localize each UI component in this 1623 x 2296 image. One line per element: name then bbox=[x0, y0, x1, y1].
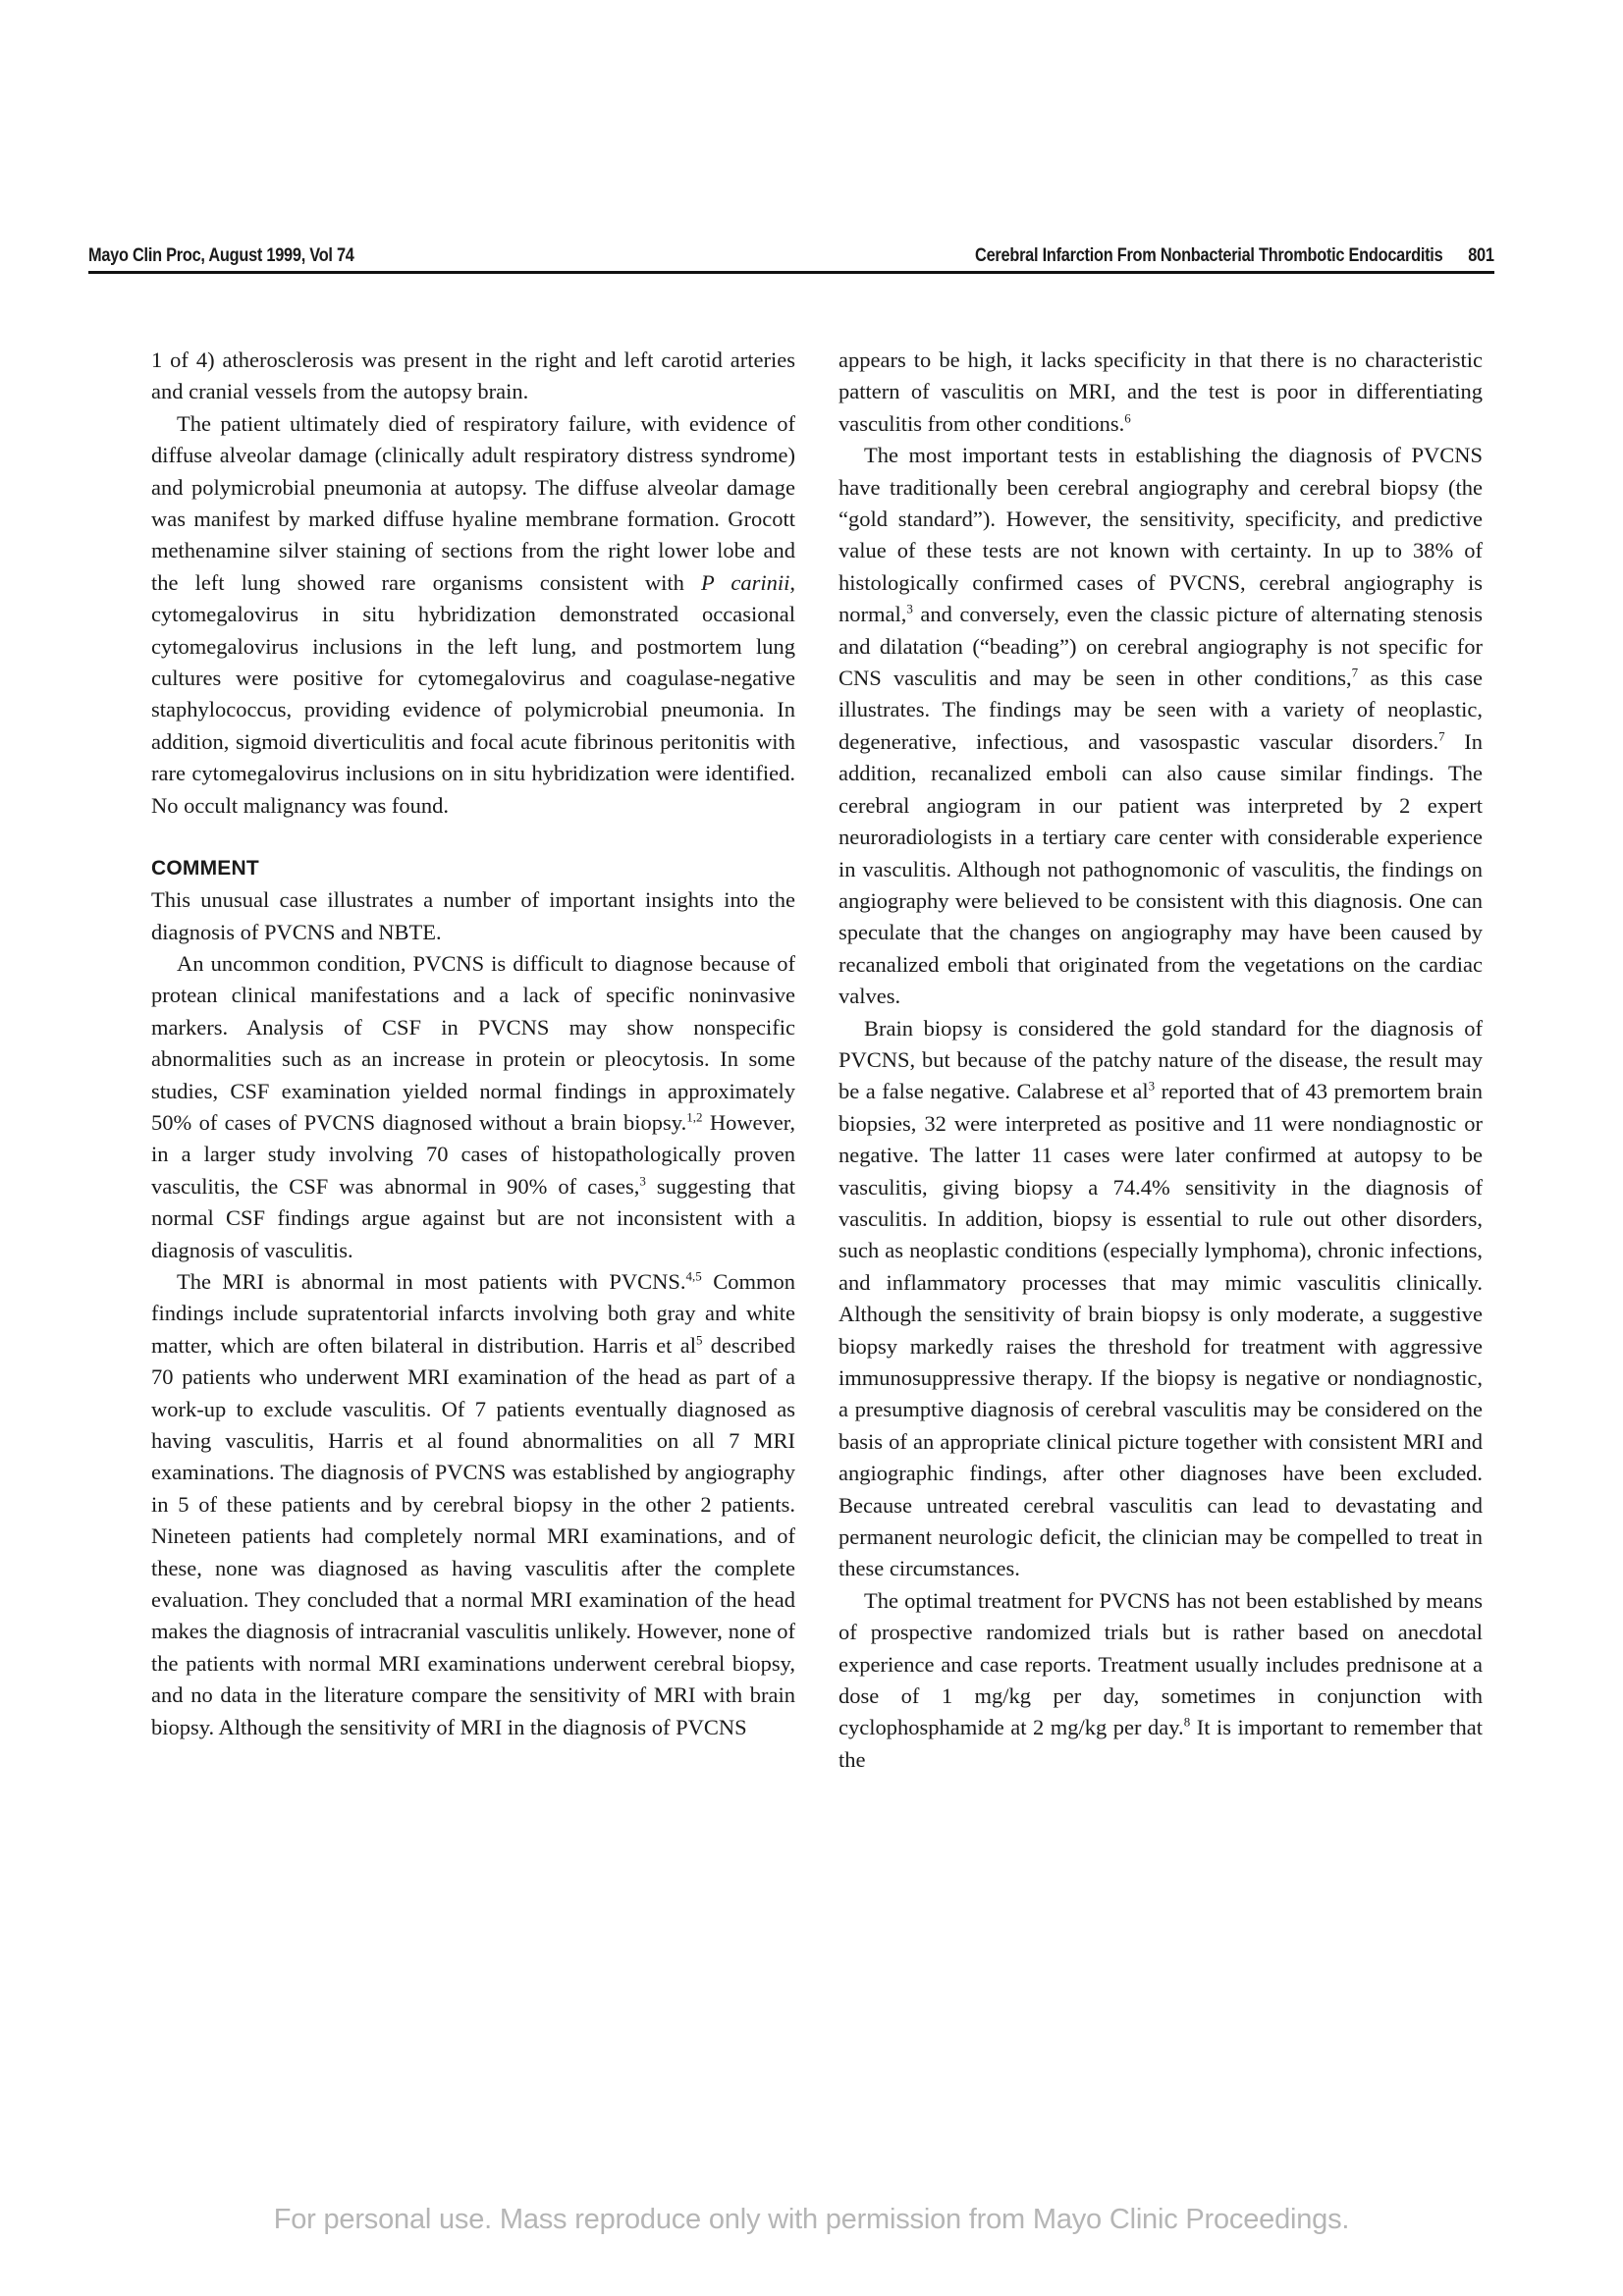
left-column bbox=[151, 345, 795, 1743]
right-column bbox=[839, 345, 1483, 1776]
paragraph-text: 1 of 4) atherosclerosis was present in the right and left carotid arteries and cranial vessels from the autopsy brain. bbox=[151, 347, 795, 404]
paragraph bbox=[151, 345, 795, 408]
paragraph-text: An uncommon condition, PVCNS is difficult to diagnose because of protean clinical manifestations and a lack of specific noninvasive markers. Analysis of CSF in PVCNS may show nonspecific abnormalities such as an increase in protein or pleocytosis. In some studies, CSF examination yielded normal findings in approximately 50% of cases of PVCNS diagnosed without a brain biopsy. bbox=[151, 950, 795, 1135]
paragraph-text: and conversely, even the classic picture of alternating stenosis and dilatation (“beading”) on cerebral angiography is not specific for CNS vasculitis and may be seen in other conditions, bbox=[839, 602, 1483, 691]
journal-citation: Mayo Clin Proc, August 1999, Vol 74 bbox=[88, 245, 354, 266]
paragraph-text: , cytomegalovirus in situ hybridization demonstrated occasional cytomegalovirus inclusions in the left lung, and postmortem lung cultures were positive for cytomegalovirus and coagulase-negative staphylococcus, providing evidence of polymicrobial pneumonia. In addition, sigmoid diverticulitis and focal acute fibrinous peritonitis with rare cytomegalovirus inclusions on in situ hybridization were identified. No occult malignancy was found. bbox=[151, 569, 795, 818]
citation-ref[interactable]: 5 bbox=[695, 1332, 703, 1348]
copyright-notice: For personal use. Mass reproduce only with permission from Mayo Clinic Proceedings. bbox=[273, 2204, 1350, 2235]
paragraph-text: reported that of 43 premortem brain biopsies, 32 were interpreted as positive and 11 were nondiagnostic or negative. The latter 11 cases were later confirmed at autopsy to be vasculitis, giving biopsy a 74.4% sensitivity in the diagnosis of vasculitis. In addition, biopsy is essential to rule out other disorders, such as neoplastic conditions (especially lymphoma), chronic infections, and inflammatory processes that may mimic vasculitis clinically. Although the sensitivity of brain biopsy is only moderate, a suggestive biopsy markedly raises the threshold for treatment with aggressive immunosuppressive therapy. If the biopsy is negative or nondiagnostic, a presumptive diagnosis of cerebral vasculitis may be considered on the basis of an appropriate clinical picture together with consistent MRI and angiographic findings, after other diagnoses have been excluded. Because untreated cerebral vasculitis can lead to devastating and permanent neurologic deficit, the clinician may be compelled to treat in these circumstances. bbox=[839, 1079, 1484, 1581]
citation-ref[interactable]: 7 bbox=[1351, 665, 1359, 680]
paragraph bbox=[151, 1266, 795, 1743]
paragraph bbox=[839, 1013, 1483, 1585]
citation-ref[interactable]: 3 bbox=[906, 601, 913, 616]
citation-ref[interactable]: 7 bbox=[1438, 728, 1445, 744]
page-number: 801 bbox=[1468, 245, 1494, 266]
paragraph-text: In addition, recanalized emboli can also cause similar findings. The cerebral angiogram in our patient was interpreted by 2 expert neuroradiologists in a tertiary care center with considerable experience in vasculitis. Although not pathognomonic of vasculitis, the findings on angiography were believed to be consistent with this diagnosis. One can speculate that the changes on angiography may have been caused by recanalized emboli that originated from the vegetations on the cardiac valves. bbox=[839, 728, 1483, 1009]
paragraph-text: Brain biopsy is considered the gold standard for the diagnosis of PVCNS, but because of the patchy nature of the disease, the result may be a false negative. Calabrese et al bbox=[839, 1015, 1483, 1104]
paragraph-text: The most important tests in establishing the diagnosis of PVCNS have traditionally been cerebral angiography and cerebral biopsy (the “gold standard”). However, the sensitivity, specificity, and predictive value of these tests are not known with certainty. In up to 38% of histologically confirmed cases of PVCNS, cerebral angiography is normal, bbox=[839, 443, 1483, 627]
citation-ref[interactable]: 3 bbox=[639, 1173, 646, 1189]
paragraph-text: It is important to remember that the bbox=[839, 1715, 1483, 1772]
paragraph-text: described 70 patients who underwent MRI examination of the head as part of a work-up to exclude vasculitis. Of 7 patients eventually diagnosed as having vasculitis, Harris et al found abnormalities on all 7 MRI examinations. The diagnosis of PVCNS was established by angiography in 5 of these patients and by cerebral biopsy in the other 2 patients. Nineteen patients had completely normal MRI examinations, and of these, none was diagnosed as having vasculitis after the complete evaluation. They concluded that a normal MRI examination of the head makes the diagnosis of intracranial vasculitis unlikely. However, none of the patients with normal MRI examinations underwent cerebral biopsy, and no data in the literature compare the sensitivity of MRI with brain biopsy. Although the sensitivity of MRI in the diagnosis of PVCNS bbox=[151, 1332, 795, 1739]
section-heading-comment: COMMENT bbox=[151, 857, 259, 881]
species-name: P carinii bbox=[700, 569, 790, 595]
running-header bbox=[88, 241, 1494, 274]
paragraph-text: as this case illustrates. The findings may be seen with a variety of neoplastic, degenerative, infectious, and vasospastic vascular disorders. bbox=[839, 666, 1484, 754]
paragraph-text: The MRI is abnormal in most patients with PVCNS. bbox=[177, 1268, 686, 1294]
paragraph bbox=[151, 948, 795, 1266]
paragraph bbox=[151, 884, 795, 948]
article-title: Cerebral Infarction From Nonbacterial Thrombotic Endocarditis bbox=[975, 245, 1443, 266]
paragraph-text: suggesting that normal CSF findings argue against but are not inconsistent with a diagnosis of vasculitis. bbox=[151, 1173, 795, 1262]
paragraph-text: This unusual case illustrates a number of important insights into the diagnosis of PVCNS and NBTE. bbox=[151, 887, 795, 944]
paragraph-text: Common findings include supratentorial infarcts involving both gray and white matter, which are often bilateral in distribution. Harris et al bbox=[151, 1268, 795, 1358]
citation-ref[interactable]: 4,5 bbox=[685, 1268, 702, 1284]
citation-ref[interactable]: 3 bbox=[1148, 1078, 1156, 1094]
citation-ref[interactable]: 6 bbox=[1124, 410, 1131, 426]
paragraph-text: The optimal treatment for PVCNS has not been established by means of prospective randomized trials but is rather based on anecdotal experience and case reports. Treatment usually includes prednisone at a dose of 1 mg/kg per day, sometimes in conjunction with cyclophosphamide at 2 mg/kg per day. bbox=[839, 1587, 1483, 1740]
paragraph bbox=[151, 408, 795, 822]
citation-ref[interactable]: 8 bbox=[1183, 1714, 1191, 1730]
paragraph-text: appears to be high, it lacks specificity in that there is no characteristic pattern of vasculitis on MRI, and the test is poor in differentiating vasculitis from other conditions. bbox=[839, 347, 1483, 436]
paragraph bbox=[839, 1585, 1483, 1776]
header-right bbox=[975, 245, 1494, 267]
citation-ref[interactable]: 1,2 bbox=[686, 1109, 703, 1125]
paragraph-text: The patient ultimately died of respiratory failure, with evidence of diffuse alveolar damage (clinically adult respiratory distress syndrome) and polymicrobial pneumonia at autopsy. The diffuse alveolar damage was manifest by marked diffuse hyaline membrane formation. Grocott methenamine silver staining of sections from the right lower lobe and the left lung showed rare organisms consistent with bbox=[151, 410, 795, 595]
paragraph-text: However, in a larger study involving 70 cases of histopathologically proven vasculitis, the CSF was abnormal in 90% of cases, bbox=[151, 1109, 796, 1199]
paragraph bbox=[839, 440, 1483, 1012]
paragraph bbox=[839, 345, 1483, 440]
